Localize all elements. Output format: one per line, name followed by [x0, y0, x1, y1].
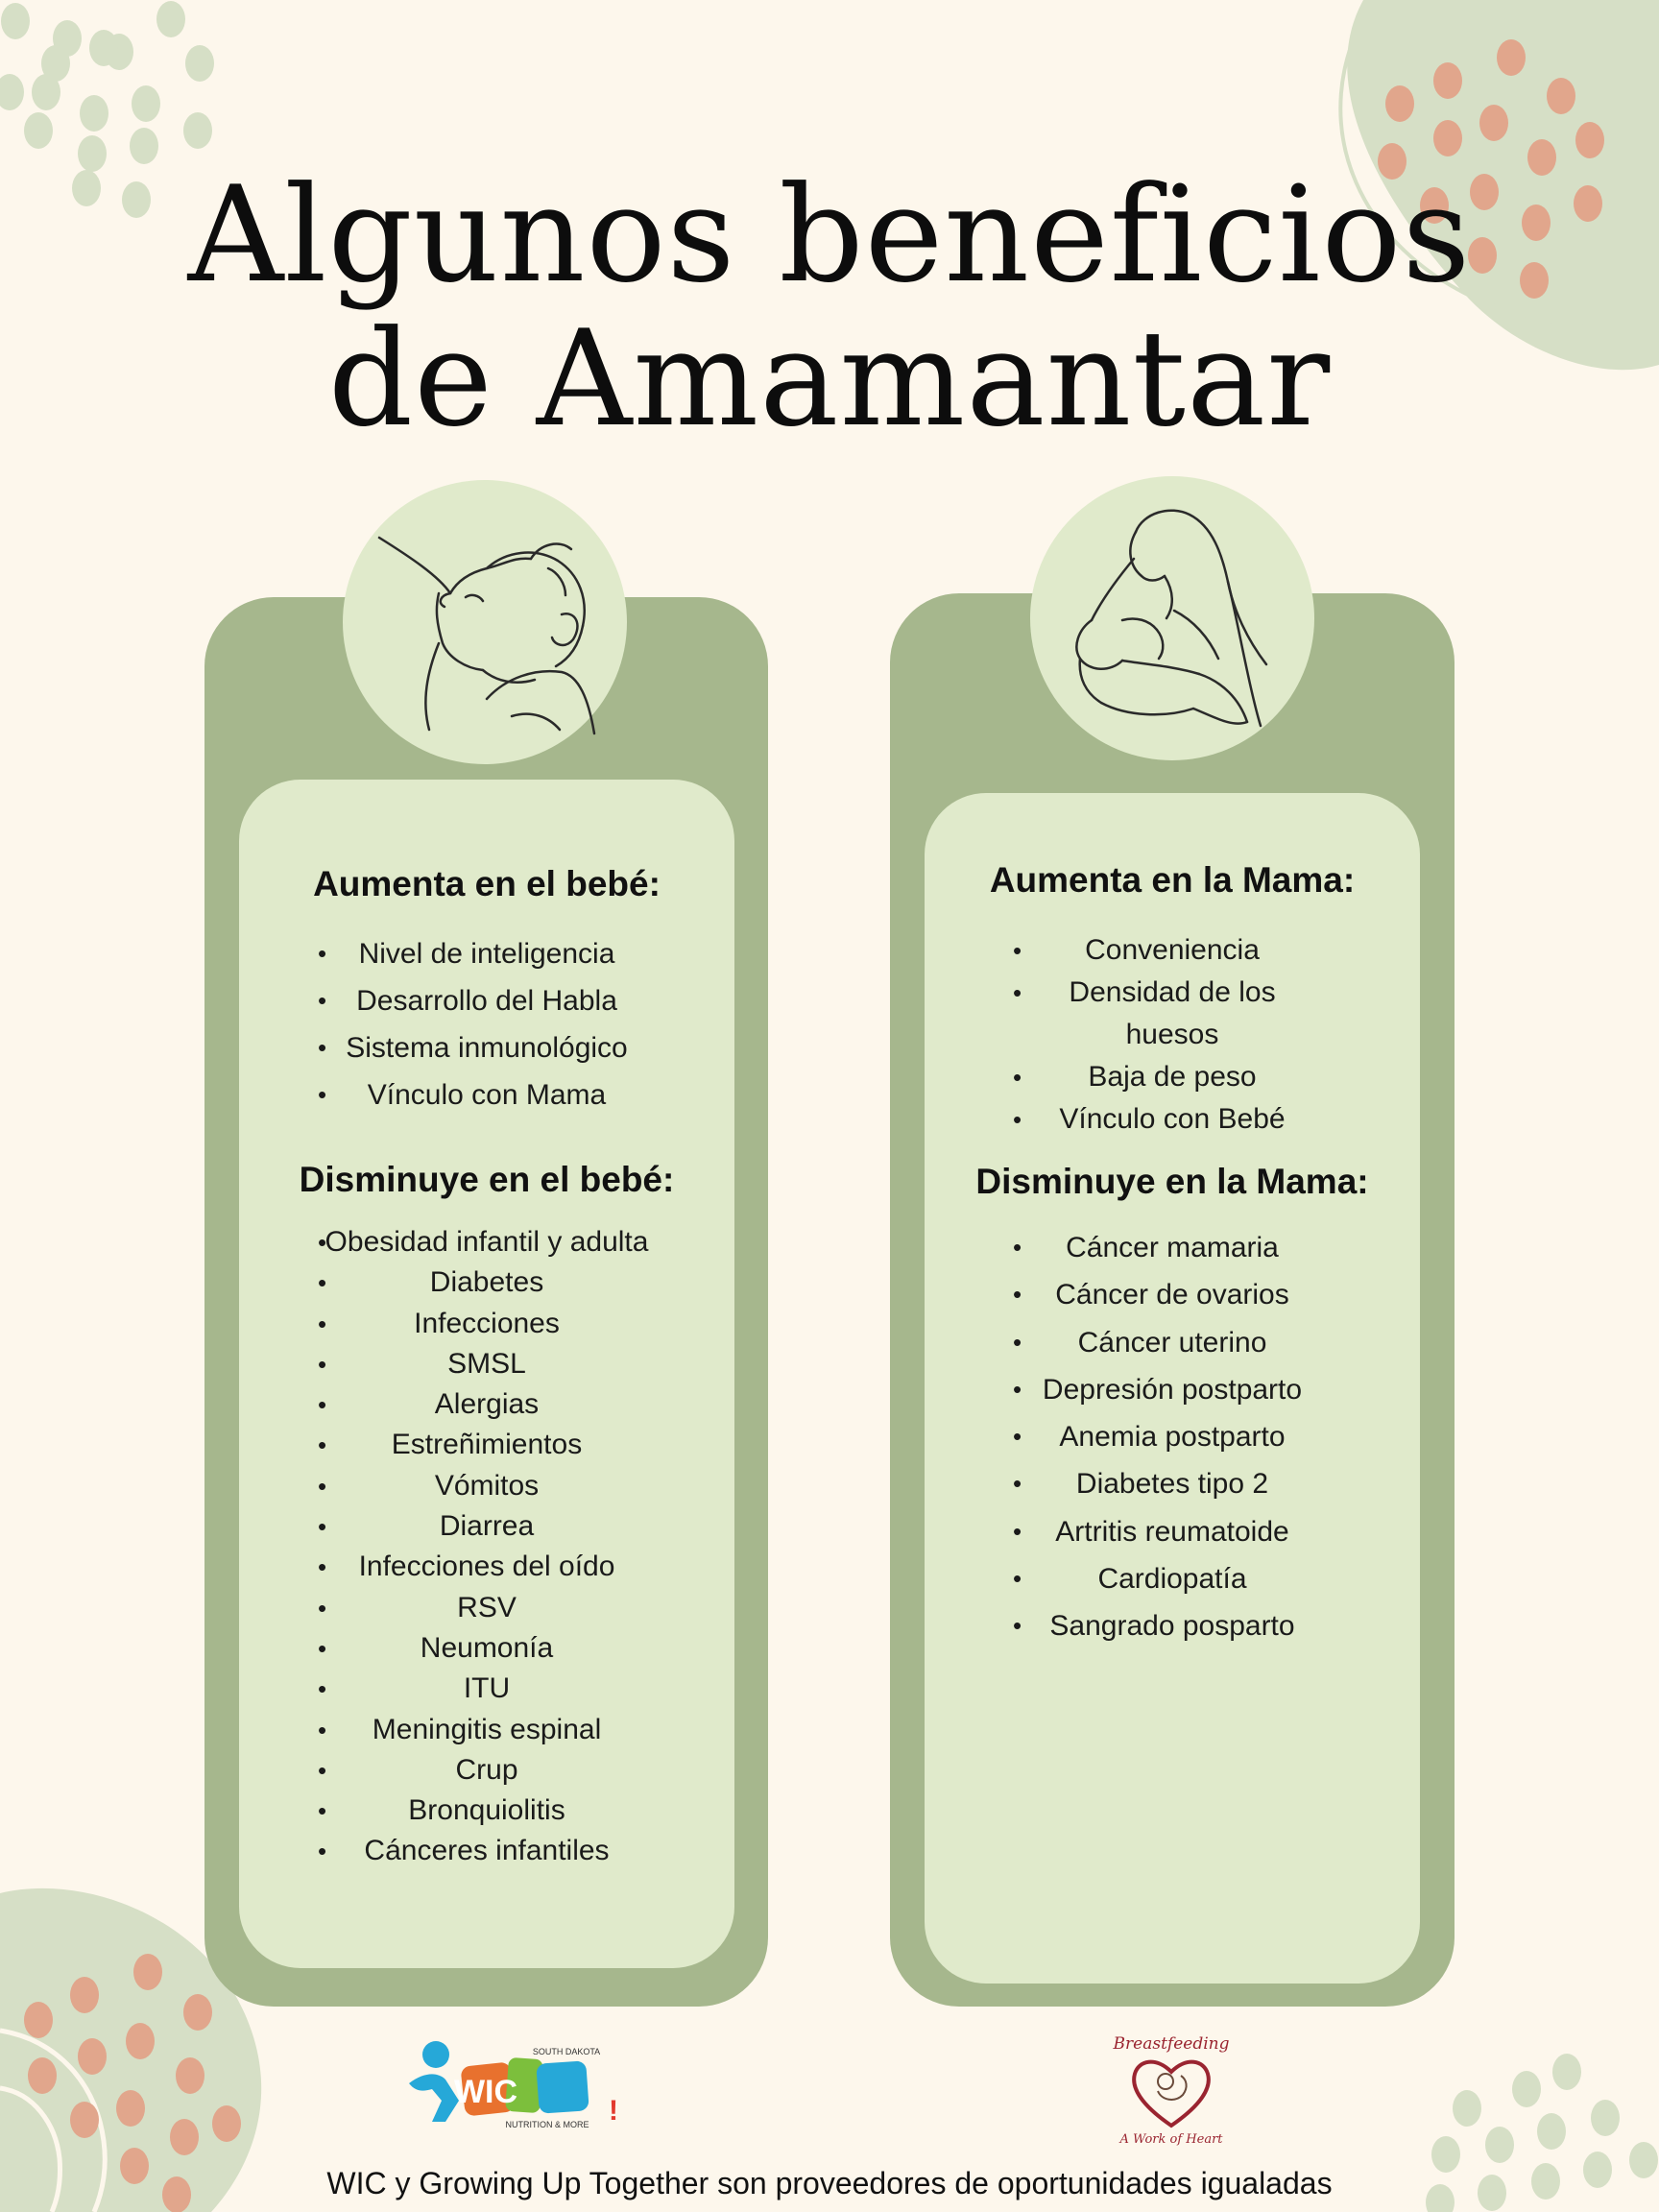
list-item: • Bronquiolitis — [239, 1791, 734, 1831]
baby-decrease-list — [239, 1222, 734, 1872]
list-item: • Infecciones — [239, 1304, 734, 1344]
list-item: • Cáncer uterino — [925, 1319, 1420, 1366]
list-item: • Meningitis espinal — [239, 1710, 734, 1750]
list-item: • Crup — [239, 1750, 734, 1791]
breastfeeding-logo — [1112, 2028, 1231, 2147]
list-item: • Baja de peso — [925, 1056, 1420, 1098]
list-item: • Obesidad infantil y adulta — [239, 1222, 734, 1262]
list-item: • Diarrea — [239, 1506, 734, 1547]
wic-logo-state: SOUTH DAKOTA — [532, 2047, 601, 2056]
list-item: • Artritis reumatoide — [925, 1508, 1420, 1555]
list-item: • Sistema inmunológico — [239, 1024, 734, 1071]
mother-panel-inner — [925, 793, 1420, 1984]
baby-increase-heading: Aumenta en el bebé: — [313, 864, 661, 903]
list-item: • Cáncer mamaria — [925, 1224, 1420, 1271]
page-title-line-1: Algunos beneficios — [187, 157, 1472, 312]
wic-logo-main: WIC — [453, 2074, 518, 2110]
wic-logo-bang: ! — [609, 2095, 618, 2127]
baby-panel-inner — [239, 780, 734, 1968]
list-item: • Estreñimientos — [239, 1425, 734, 1465]
list-item: • Infecciones del oído — [239, 1547, 734, 1587]
breastfeeding-baby-illustration — [343, 480, 627, 764]
list-item: • SMSL — [239, 1344, 734, 1384]
list-item: • Diabetes — [239, 1262, 734, 1303]
page-title-line-2: de Amamantar — [327, 301, 1332, 456]
baby-increase-list — [239, 930, 734, 1118]
list-item: • Densidad de los huesos — [925, 972, 1420, 1056]
list-item: • Cáncer de ovarios — [925, 1271, 1420, 1318]
breastfeeding-logo-bottom: A Work of Heart — [1119, 2132, 1223, 2147]
list-item: • Cánceres infantiles — [239, 1831, 734, 1871]
list-item: • Sangrado posparto — [925, 1602, 1420, 1649]
list-item: • Diabetes tipo 2 — [925, 1460, 1420, 1507]
list-item: • Anemia postparto — [925, 1413, 1420, 1460]
list-item: • Neumonía — [239, 1628, 734, 1669]
list-item: • Vómitos — [239, 1466, 734, 1506]
list-item: • Vínculo con Mama — [239, 1071, 734, 1118]
footer-disclaimer: WIC y Growing Up Together son proveedores de oportunidades igualadas — [326, 2166, 1333, 2200]
list-item: • Nivel de inteligencia — [239, 930, 734, 977]
list-item: • ITU — [239, 1669, 734, 1709]
mother-increase-list — [925, 929, 1420, 1141]
list-item: • Depresión postparto — [925, 1366, 1420, 1413]
wic-logo-tagline: NUTRITION & MORE — [505, 2120, 589, 2129]
mother-decrease-heading: Disminuye en la Mama: — [975, 1162, 1369, 1201]
list-item: • Desarrollo del Habla — [239, 977, 734, 1024]
nursing-mother-illustration — [1030, 476, 1314, 760]
breastfeeding-logo-top: Breastfeeding — [1113, 2034, 1230, 2054]
wic-logo — [403, 2030, 634, 2133]
list-item: • Conveniencia — [925, 929, 1420, 972]
mother-decrease-list — [925, 1224, 1420, 1650]
baby-decrease-heading: Disminuye en el bebé: — [299, 1160, 675, 1199]
mother-increase-heading: Aumenta en la Mama: — [989, 860, 1356, 900]
list-item: • Alergias — [239, 1384, 734, 1425]
list-item: • Vínculo con Bebé — [925, 1098, 1420, 1141]
list-item: • Cardiopatía — [925, 1555, 1420, 1602]
list-item: • RSV — [239, 1588, 734, 1628]
